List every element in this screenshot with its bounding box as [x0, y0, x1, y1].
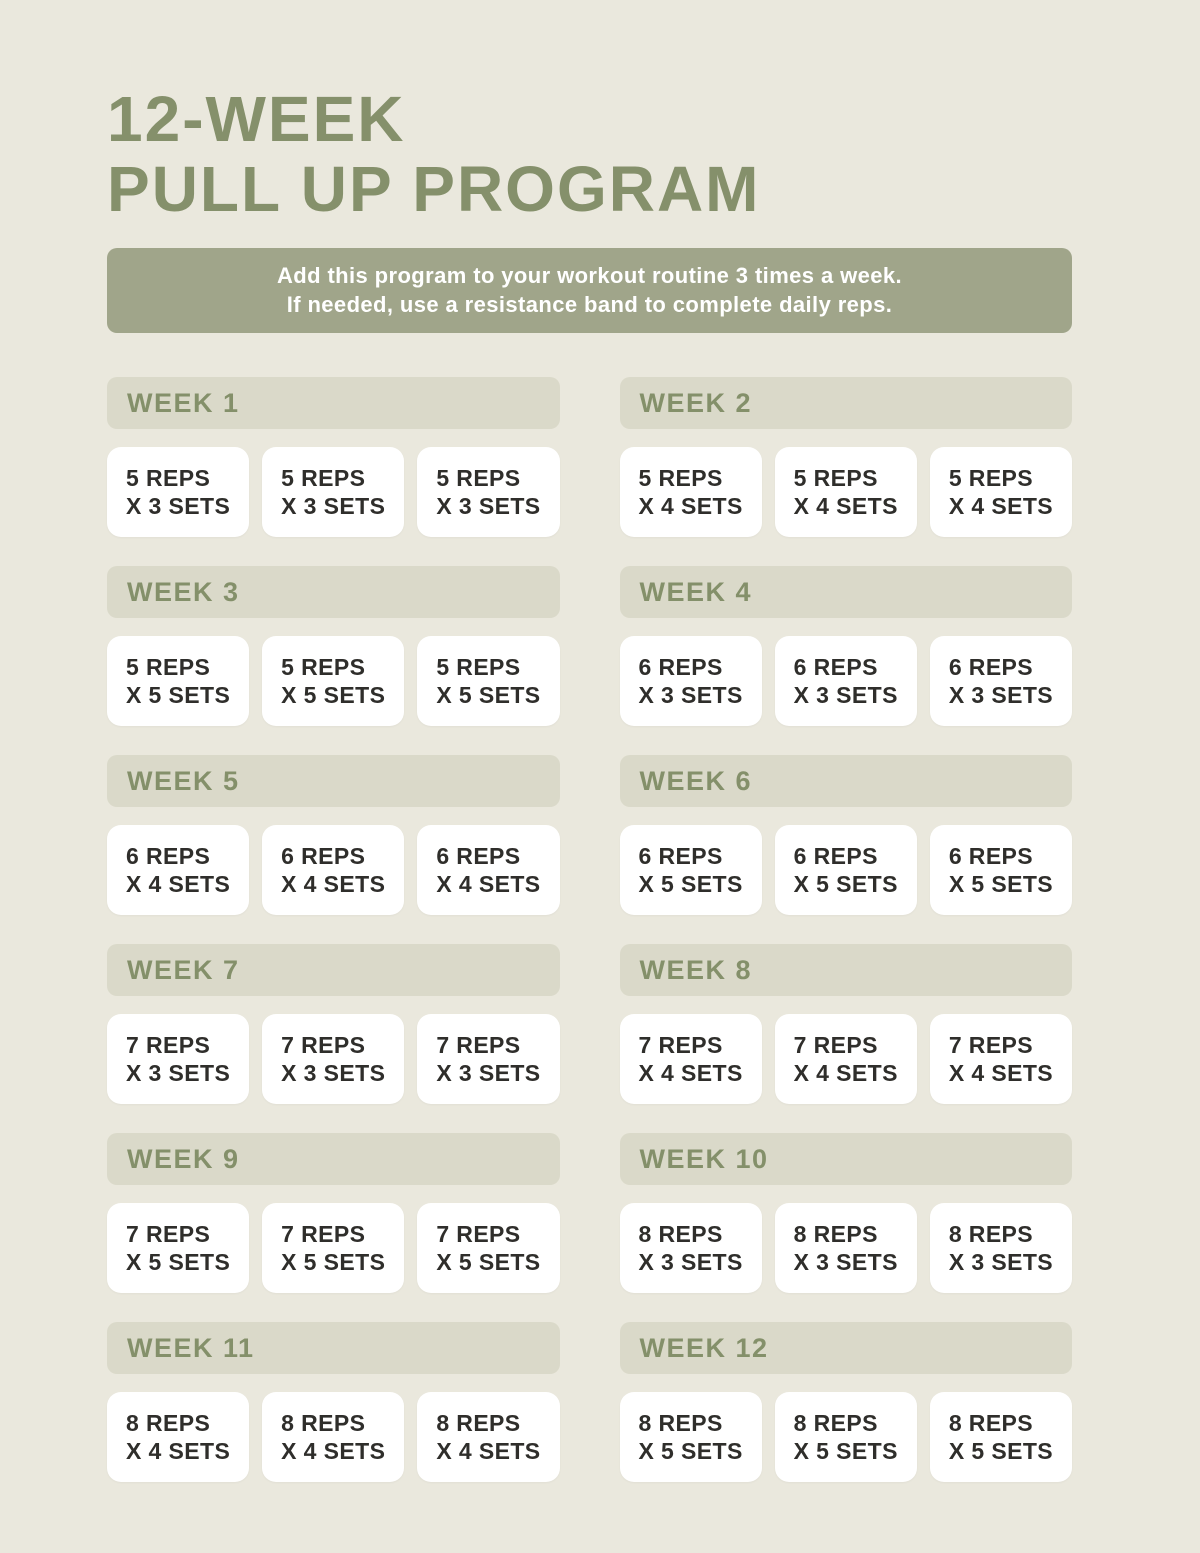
rep-card	[417, 447, 559, 537]
card-reps-line: 6 REPS	[793, 843, 878, 869]
week-cards	[107, 1014, 560, 1104]
week-header	[107, 377, 560, 429]
title-line-1: 12-WEEK	[107, 83, 406, 155]
rep-card	[775, 447, 917, 537]
card-reps-line: 8 REPS	[793, 1410, 878, 1436]
week-header-label: WEEK 6	[639, 765, 753, 796]
week-cards	[620, 636, 1073, 726]
week-section-9	[107, 1133, 560, 1293]
rep-card	[262, 636, 404, 726]
card-reps-line: 6 REPS	[281, 843, 366, 869]
card-sets-line: X 4 SETS	[948, 1060, 1054, 1086]
week-header	[620, 755, 1073, 807]
rep-card	[107, 1014, 249, 1104]
card-sets-line: X 5 SETS	[793, 871, 898, 897]
card-sets-line: X 5 SETS	[281, 682, 386, 708]
card-sets-line: X 4 SETS	[436, 871, 541, 897]
card-sets-line: X 3 SETS	[948, 1249, 1054, 1275]
rep-card	[262, 1203, 404, 1293]
card-reps-line: 8 REPS	[281, 1410, 366, 1436]
rep-card	[262, 1392, 404, 1482]
card-reps-line: 6 REPS	[793, 654, 878, 680]
week-section-5	[107, 755, 560, 915]
rep-card	[620, 825, 762, 915]
week-header	[620, 566, 1073, 618]
card-sets-line: X 5 SETS	[948, 1438, 1054, 1464]
card-reps-line: 7 REPS	[436, 1221, 521, 1247]
rep-card	[262, 447, 404, 537]
card-sets-line: X 3 SETS	[126, 1060, 231, 1086]
card-reps-line: 8 REPS	[948, 1410, 1034, 1436]
week-header-label: WEEK 5	[127, 765, 240, 796]
card-reps-line: 5 REPS	[126, 465, 211, 491]
card-reps-line: 6 REPS	[948, 843, 1034, 869]
week-cards	[620, 447, 1073, 537]
week-cards	[620, 825, 1073, 915]
card-sets-line: X 3 SETS	[793, 1249, 898, 1275]
week-section-3	[107, 566, 560, 726]
card-sets-line: X 4 SETS	[281, 871, 386, 897]
card-reps-line: 6 REPS	[126, 843, 211, 869]
week-header-label: WEEK 7	[127, 954, 240, 985]
banner-line-1: Add this program to your workout routine 3 times a week.	[276, 263, 903, 288]
card-reps-line: 6 REPS	[948, 654, 1034, 680]
week-header-label: WEEK 11	[127, 1332, 255, 1363]
week-header-label: WEEK 8	[639, 954, 753, 985]
card-reps-line: 7 REPS	[281, 1032, 366, 1058]
card-sets-line: X 3 SETS	[948, 682, 1054, 708]
card-sets-line: X 5 SETS	[436, 1249, 541, 1275]
card-sets-line: X 3 SETS	[281, 1060, 386, 1086]
week-header	[107, 755, 560, 807]
card-sets-line: X 4 SETS	[638, 493, 743, 519]
card-sets-line: X 5 SETS	[126, 1249, 231, 1275]
card-sets-line: X 3 SETS	[436, 493, 541, 519]
week-cards	[107, 636, 560, 726]
intro-banner	[107, 248, 1072, 333]
week-header-label: WEEK 12	[639, 1332, 769, 1363]
week-section-6	[620, 755, 1073, 915]
card-reps-line: 7 REPS	[126, 1032, 211, 1058]
rep-card	[775, 1203, 917, 1293]
card-reps-line: 5 REPS	[436, 654, 521, 680]
week-section-8	[620, 944, 1073, 1104]
card-sets-line: X 3 SETS	[793, 682, 898, 708]
card-sets-line: X 4 SETS	[793, 493, 898, 519]
card-sets-line: X 5 SETS	[126, 682, 231, 708]
week-cards	[620, 1203, 1073, 1293]
card-reps-line: 8 REPS	[793, 1221, 878, 1247]
weeks-grid	[107, 377, 1072, 1482]
week-cards	[620, 1014, 1073, 1104]
card-sets-line: X 4 SETS	[793, 1060, 898, 1086]
card-reps-line: 7 REPS	[436, 1032, 521, 1058]
week-section-12	[620, 1322, 1073, 1482]
card-reps-line: 6 REPS	[638, 843, 723, 869]
week-cards	[620, 1392, 1073, 1482]
card-reps-line: 8 REPS	[126, 1410, 211, 1436]
card-sets-line: X 3 SETS	[126, 493, 231, 519]
banner-line-2: If needed, use a resistance band to complete daily reps.	[286, 291, 893, 317]
card-reps-line: 5 REPS	[281, 465, 366, 491]
card-sets-line: X 3 SETS	[281, 493, 386, 519]
card-sets-line: X 5 SETS	[436, 682, 541, 708]
week-header-label: WEEK 9	[127, 1143, 240, 1174]
card-reps-line: 5 REPS	[638, 465, 723, 491]
card-reps-line: 7 REPS	[126, 1221, 211, 1247]
week-header-label: WEEK 1	[127, 387, 240, 418]
rep-card	[107, 1392, 249, 1482]
week-section-2	[620, 377, 1073, 537]
week-header	[107, 944, 560, 996]
week-header-label: WEEK 10	[639, 1143, 769, 1174]
rep-card	[417, 1014, 559, 1104]
rep-card	[775, 1392, 917, 1482]
card-reps-line: 8 REPS	[948, 1221, 1034, 1247]
card-reps-line: 8 REPS	[436, 1410, 521, 1436]
rep-card	[930, 636, 1072, 726]
card-sets-line: X 3 SETS	[638, 1249, 743, 1275]
week-cards	[107, 1392, 560, 1482]
card-reps-line: 7 REPS	[793, 1032, 878, 1058]
rep-card	[930, 825, 1072, 915]
rep-card	[107, 636, 249, 726]
rep-card	[620, 447, 762, 537]
week-header	[620, 1133, 1073, 1185]
card-sets-line: X 3 SETS	[638, 682, 743, 708]
week-cards	[107, 447, 560, 537]
title-line-2: PULL UP PROGRAM	[107, 153, 761, 225]
card-reps-line: 7 REPS	[948, 1032, 1034, 1058]
week-header-label: WEEK 3	[127, 576, 240, 607]
week-section-1	[107, 377, 560, 537]
card-reps-line: 5 REPS	[793, 465, 878, 491]
rep-card	[417, 1392, 559, 1482]
rep-card	[930, 1203, 1072, 1293]
card-sets-line: X 4 SETS	[281, 1438, 386, 1464]
card-sets-line: X 3 SETS	[436, 1060, 541, 1086]
rep-card	[262, 1014, 404, 1104]
card-sets-line: X 4 SETS	[436, 1438, 541, 1464]
week-header	[107, 566, 560, 618]
card-sets-line: X 5 SETS	[638, 871, 743, 897]
card-reps-line: 5 REPS	[281, 654, 366, 680]
week-header	[620, 1322, 1073, 1374]
card-sets-line: X 5 SETS	[281, 1249, 386, 1275]
card-reps-line: 8 REPS	[638, 1221, 723, 1247]
rep-card	[107, 447, 249, 537]
rep-card	[775, 636, 917, 726]
week-section-11	[107, 1322, 560, 1482]
rep-card	[775, 825, 917, 915]
rep-card	[107, 825, 249, 915]
week-header	[107, 1133, 560, 1185]
week-header-label: WEEK 2	[639, 387, 753, 418]
rep-card	[930, 1014, 1072, 1104]
card-reps-line: 7 REPS	[281, 1221, 366, 1247]
card-reps-line: 6 REPS	[436, 843, 521, 869]
rep-card	[620, 1392, 762, 1482]
card-reps-line: 6 REPS	[638, 654, 723, 680]
card-reps-line: 7 REPS	[638, 1032, 723, 1058]
week-header	[620, 944, 1073, 996]
card-sets-line: X 4 SETS	[948, 493, 1054, 519]
rep-card	[262, 825, 404, 915]
rep-card	[107, 1203, 249, 1293]
rep-card	[930, 1392, 1072, 1482]
card-sets-line: X 4 SETS	[126, 871, 231, 897]
card-reps-line: 5 REPS	[948, 465, 1034, 491]
card-sets-line: X 5 SETS	[638, 1438, 743, 1464]
week-section-7	[107, 944, 560, 1104]
week-header	[107, 1322, 560, 1374]
week-cards	[107, 825, 560, 915]
week-section-10	[620, 1133, 1073, 1293]
rep-card	[620, 636, 762, 726]
card-reps-line: 5 REPS	[436, 465, 521, 491]
card-sets-line: X 5 SETS	[793, 1438, 898, 1464]
week-cards	[107, 1203, 560, 1293]
rep-card	[417, 636, 559, 726]
card-reps-line: 8 REPS	[638, 1410, 723, 1436]
card-sets-line: X 5 SETS	[948, 871, 1054, 897]
week-section-4	[620, 566, 1073, 726]
card-reps-line: 5 REPS	[126, 654, 211, 680]
content	[107, 0, 1072, 1482]
rep-card	[620, 1203, 762, 1293]
rep-card	[417, 825, 559, 915]
rep-card	[930, 447, 1072, 537]
page-title	[107, 84, 1072, 224]
week-header-label: WEEK 4	[639, 576, 753, 607]
rep-card	[620, 1014, 762, 1104]
week-header	[620, 377, 1073, 429]
rep-card	[417, 1203, 559, 1293]
rep-card	[775, 1014, 917, 1104]
card-sets-line: X 4 SETS	[126, 1438, 231, 1464]
card-sets-line: X 4 SETS	[638, 1060, 743, 1086]
